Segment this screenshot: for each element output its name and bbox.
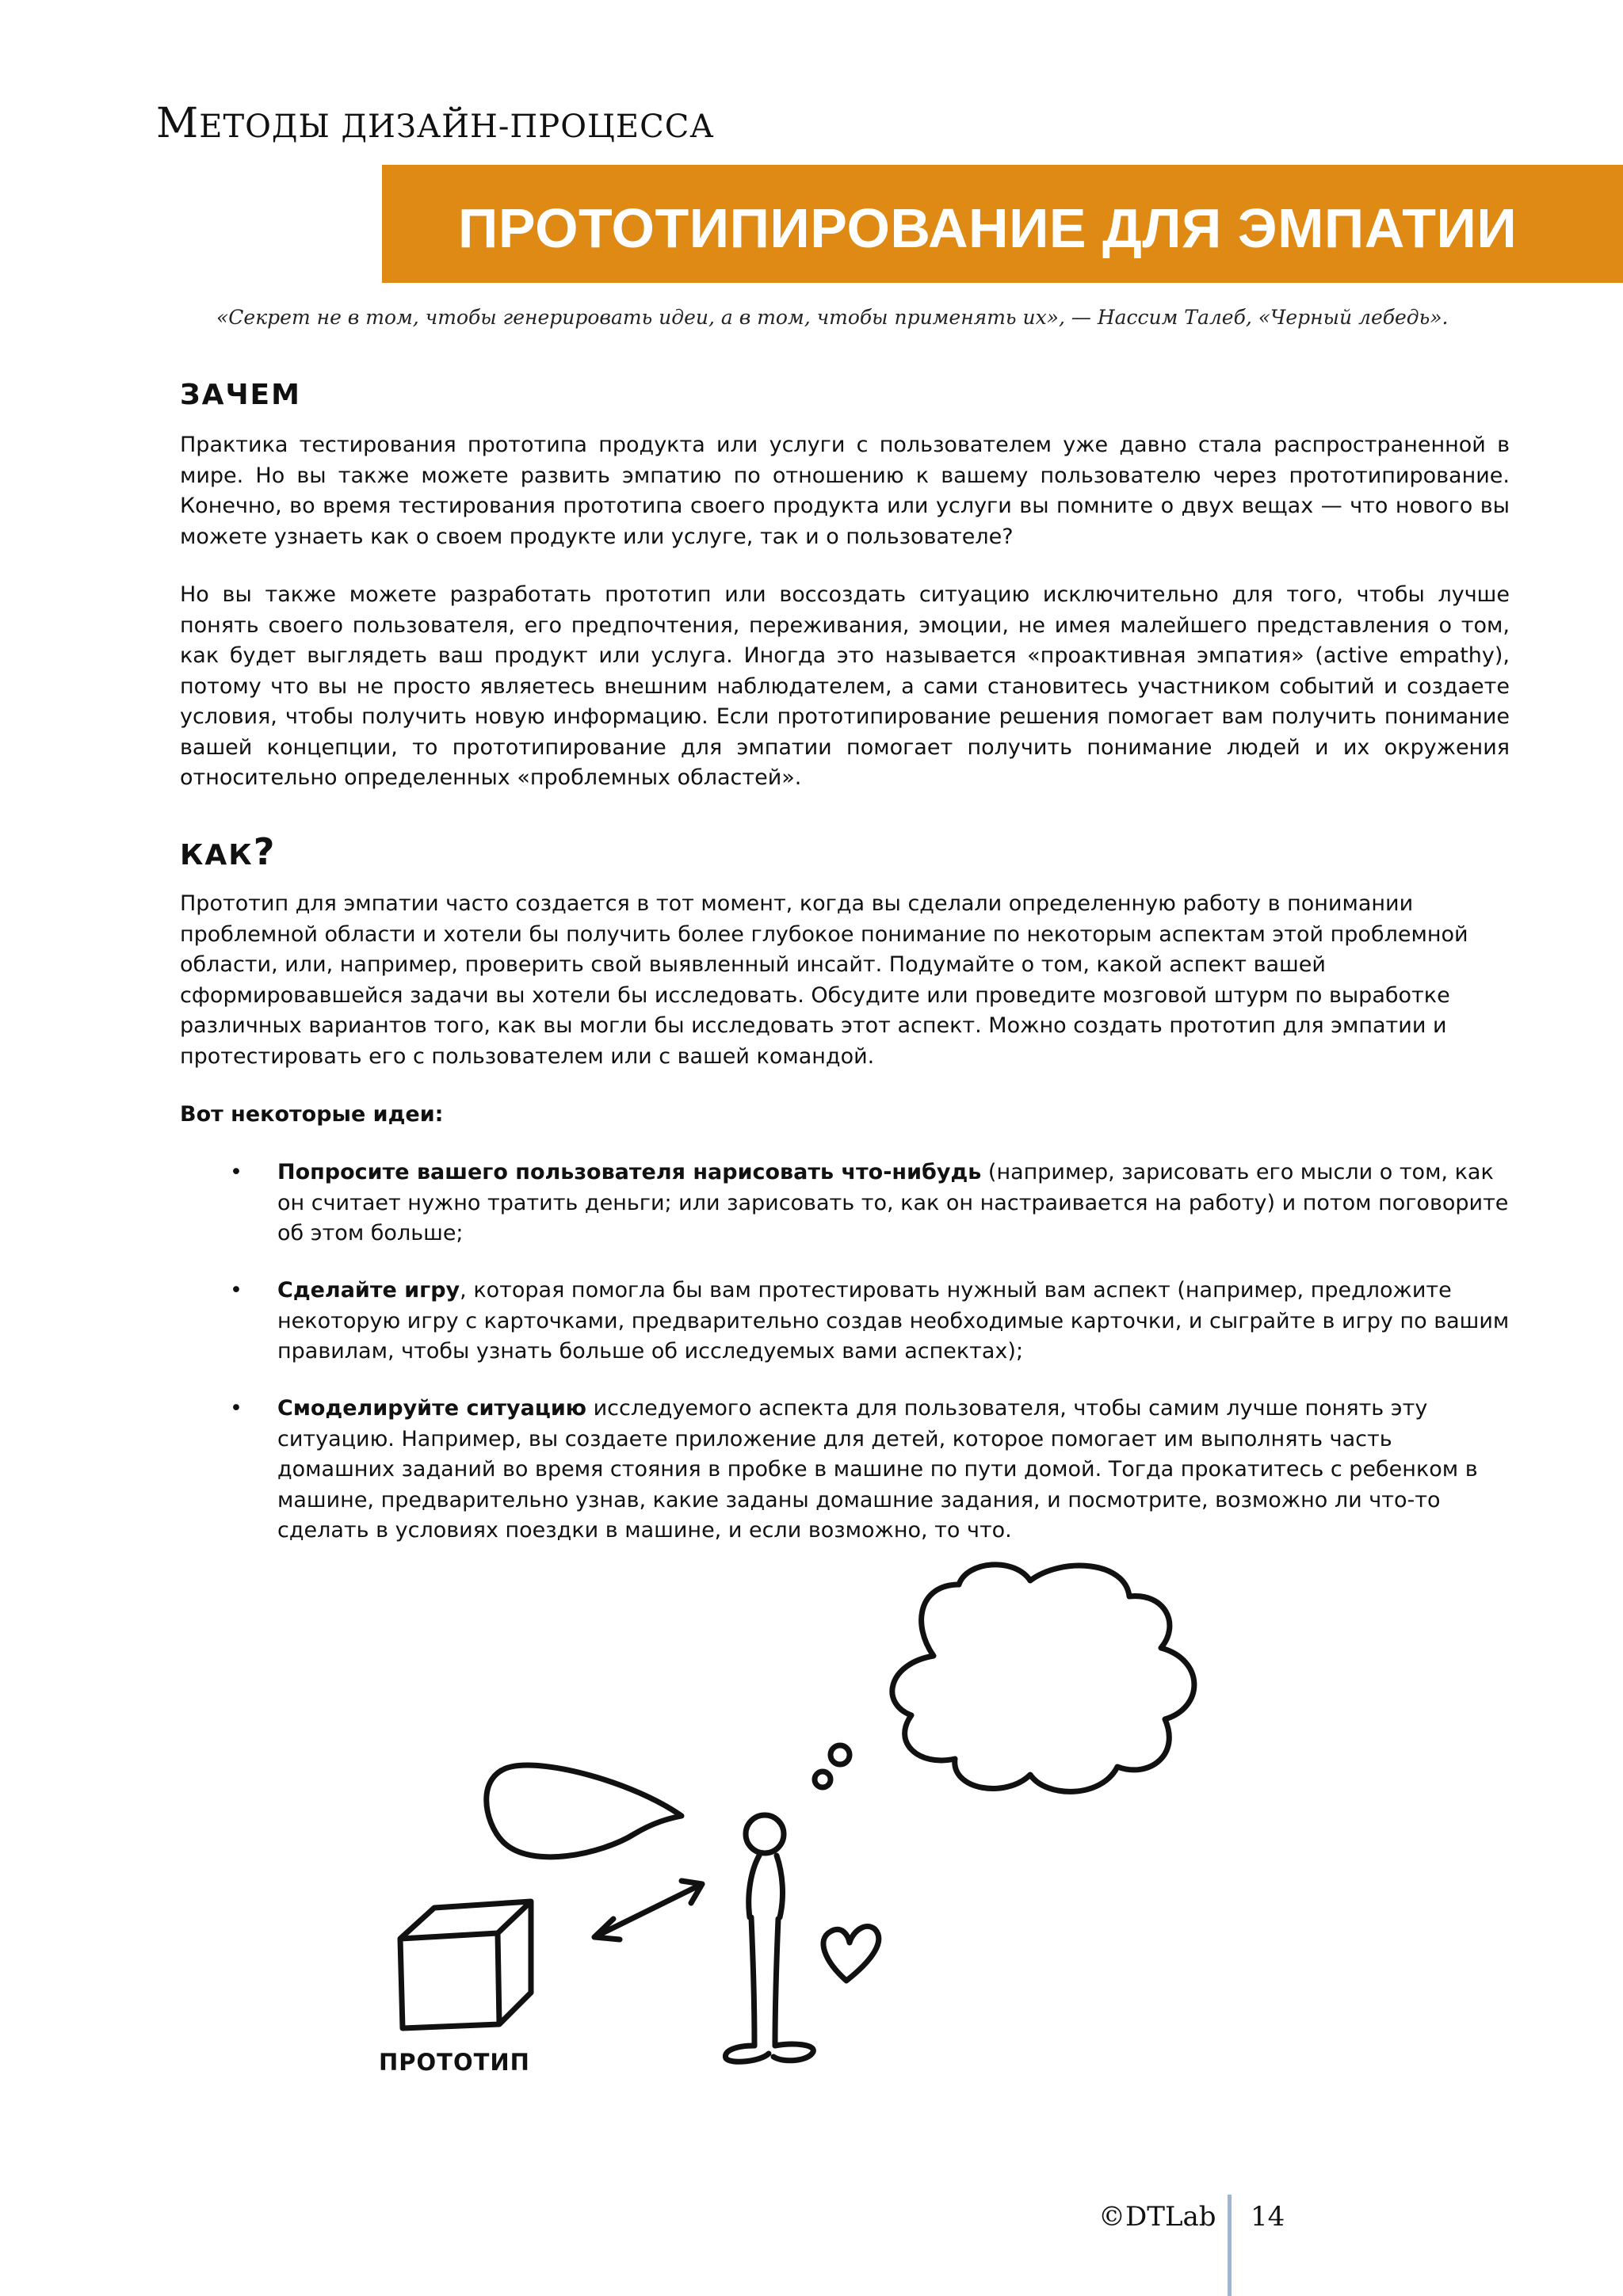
title-banner	[382, 165, 1623, 283]
idea-rest: , которая помогла бы вам протестировать нужный вам аспект (например, предложите некоторую игру с карточками, предварительно создав необходимые карточки, и сыграйте в игру по вашим правилам, чтобы узнать больше об исследуемых вами аспектах);	[277, 1278, 1510, 1363]
thought-cloud-icon	[892, 1565, 1194, 1792]
section-header-initial: М	[156, 100, 200, 147]
idea-bold: Попросите вашего пользователя нарисовать что-нибудь	[277, 1160, 982, 1184]
heading-how-mark: ?	[253, 830, 277, 873]
heading-why: ЗАЧЕМ	[180, 379, 301, 411]
why-paragraph-1: Практика тестирования прототипа продукта или услуги с пользователем уже давно стала распространенной в мире. Но вы также можете развить эмпатию по отношению к вашему пользователю через прототипирование. Конечно, во время тестирования прототипа своего продукта или услуги вы помните о двух вещах — что нового вы можете узнаеть как о своем продукте или услуге, так и о пользователе?	[180, 433, 1510, 549]
idea-bold: Смоделируйте ситуацию	[277, 1396, 587, 1421]
prototype-box-icon	[400, 1901, 531, 2028]
epigraph-quote: «Секрет не в том, чтобы генерировать идеи, а в том, чтобы применять их», — Нассим Талеб, «Черный лебедь».	[216, 306, 1449, 329]
speech-bubble-icon	[487, 1765, 682, 1857]
why-paragraph-2: Но вы также можете разработать прототип или воссоздать ситуацию исключительно для того, чтобы лучше понять своего пользователя, его предпочтения, переживания, эмоции, не имея малейшего представления о том, как будет выглядеть ваш продукт или услуга. Иногда это называется «проактивная эмпатия» (active empathy), потому что вы не просто являетесь внешним наблюдателем, а сами становитесь участником событий и создаете условия, чтобы получить новую информацию. Если прототипирование решения помогает вам получить понимание вашей концепции, то прототипирование для эмпатии помогает получить понимание людей и их окружения относительно определенных «проблемных областей».	[180, 582, 1510, 790]
thought-bubble-small-icon	[815, 1772, 831, 1787]
idea-text	[277, 1394, 1514, 1547]
idea-rest: (например, зарисовать его мысли о том, как он считает нужно тратить деньги; или зарисовать то, как он настраивается на работу) и потом поговорите об этом больше;	[277, 1160, 1509, 1245]
footer-divider	[1228, 2195, 1232, 2296]
idea-rest: исследуемого аспекта для пользователя, чтобы самим лучше понять эту ситуацию. Например, вы создаете приложение для детей, которое помогает им выполнять часть домашних заданий во время стояния в пробке в машине по пути домой. Тогда прокатитесь с ребенком в машине, предварительно узнав, какие заданы домашние задания, и посмотрите, возможно ли что-то сделать в условиях поездки в машине, и если возможно, то что.	[277, 1396, 1478, 1543]
page-title: ПРОТОТИПИРОВАНИЕ ДЛЯ ЭМПАТИИ	[458, 197, 1518, 259]
page-number: 14	[1251, 2201, 1285, 2233]
bullet-dot: •	[230, 1396, 242, 1421]
empathy-prototype-illustration	[365, 1561, 1316, 2100]
section-header	[156, 100, 715, 147]
section-header-rest: ЕТОДЫ ДИЗАЙН-ПРОЦЕССА	[199, 109, 715, 145]
how-paragraph: Прототип для эмпатии часто создается в тот момент, когда вы сделали определенную работу в понимании проблемной области и хотели бы получить более глубокое понимание по некоторым аспектам этой проблемной области, или, например, проверить свой выявленный инсайт. Подумайте о том, какой аспект вашей сформировавшейся задачи вы хотели бы исследовать. Обсудите или проведите мозговой штурм по выработке различных вариантов того, как вы могли бы исследовать этот аспект. Можно создать прототип для эмпатии и протестировать его с пользователем или с вашей командой.	[180, 891, 1468, 1069]
idea-bold: Сделайте игру	[277, 1278, 460, 1302]
bullet-dot: •	[230, 1278, 242, 1302]
thought-bubble-large-icon	[831, 1745, 850, 1764]
double-arrow-icon	[594, 1881, 702, 1939]
ideas-label: Вот некоторые идеи:	[180, 1102, 444, 1127]
heading-how	[180, 830, 276, 873]
person-head-icon	[746, 1815, 784, 1853]
prototype-label: ПРОТОТИП	[379, 2049, 530, 2076]
idea-text	[277, 1276, 1514, 1367]
footer-brand: ©DTLab	[1098, 2201, 1216, 2233]
bullet-dot: •	[230, 1160, 242, 1184]
heart-icon	[823, 1926, 879, 1981]
person-body-icon	[749, 1855, 783, 2046]
heading-how-word: КАК	[180, 839, 254, 871]
person-feet-icon	[725, 2044, 813, 2061]
idea-text	[277, 1158, 1514, 1249]
